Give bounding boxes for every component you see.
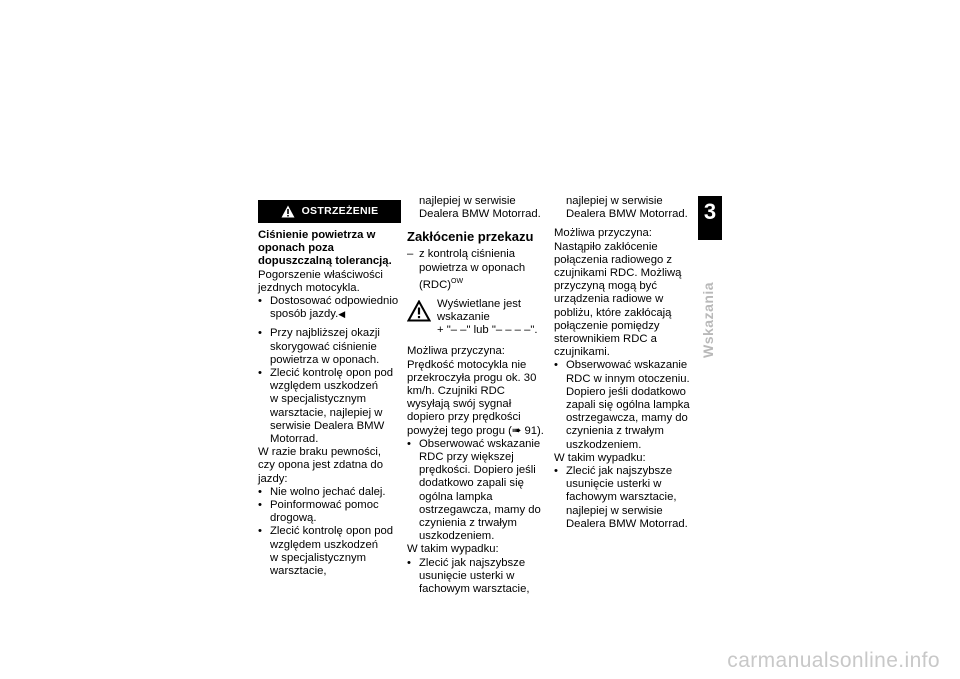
list-item: • Zlecić kontrolę opon pod względem uszkodzeń xyxy=(258,367,401,393)
list-item: • Nie wolno jechać dalej. xyxy=(258,486,401,499)
chapter-label: Wskazania xyxy=(700,281,716,358)
dash-item: – z kontrolą ciśnienia powietrza w oponach (RDC)$^{OW}$ xyxy=(407,248,547,291)
list-item: • Przy najbliższej okazji skorygować ciśnienie powietrza w oponach. xyxy=(258,327,401,367)
continued-text: najlepiej w serwisie Dealera BMW Motorrad. xyxy=(419,195,541,221)
cause-label: Możliwa przyczyna: xyxy=(554,227,652,240)
list-item: • Dostosować odpowiednio sposób jazdy.◀ xyxy=(258,295,401,321)
list-item: • Obserwować wskazanie RDC przy większej prędkości. Dopiero jeśli dodatkowo zapali się ogólna lampka ostrzegawcza, mamy do czynienia z trwałym uszkodzeniem. xyxy=(407,438,547,544)
column-2 xyxy=(407,195,547,596)
column-3 xyxy=(554,195,694,531)
list-item: • Poinformować pomoc drogową. xyxy=(258,499,401,525)
option-sup: OW xyxy=(451,277,464,285)
page-number: 37 xyxy=(703,225,717,237)
case-label: W takim wypadku: xyxy=(407,543,499,556)
watermark: carmanualsonline.info xyxy=(727,649,940,672)
warning-triangle-icon xyxy=(281,205,295,218)
warning-heading: Ciśnienie powietrza w oponach poza dopuszczalną tolerancją. xyxy=(258,229,392,268)
column-1 xyxy=(258,200,401,578)
lamp-indicator-block xyxy=(407,298,547,338)
list-item: • Zlecić jak najszybsze usunięcie usterki w fachowym warsztacie, najlepiej w serwisie Dealera BMW Motorrad. xyxy=(554,465,694,531)
list-item: • Zlecić jak najszybsze usunięcie usterki w fachowym warsztacie, xyxy=(407,557,547,597)
case-label: W takim wypadku: xyxy=(554,451,646,464)
general-warning-lamp-icon xyxy=(407,300,431,322)
cause-text: Prędkość motocykla nie przekroczyła progu ok. 30 km/h. Czujniki RDC wysyłają swój sygnał dopiero przy prędkości powyżej tego progu (➠ 91). xyxy=(407,358,544,437)
continued-text: najlepiej w serwisie Dealera BMW Motorrad. xyxy=(566,195,688,221)
cause-label: Możliwa przyczyna: xyxy=(407,345,505,358)
warning-intro: Pogorszenie właściwości jezdnych motocykla. xyxy=(258,268,383,294)
lamp-text: Wyświetlane jest wskazanie + "– –" lub "– – – –". xyxy=(437,297,538,337)
cause-text: Nastąpiło zakłócenie połączenia radiowego z czujnikami RDC. Możliwą przyczyną mogą być urządzenia radiowe w pobliżu, które zakłócają połączenie pomiędzy sterownikiem RDC a czujnikami. xyxy=(554,240,682,359)
chapter-number: 3 xyxy=(703,199,717,224)
list-item: • Zlecić kontrolę opon pod względem uszkodzeń xyxy=(258,525,401,551)
list-item-continuation: w specjalistycznym warsztacie, najlepiej w serwisie Dealera BMW Motorrad. xyxy=(270,393,385,446)
section-title: Zakłócenie przekazu xyxy=(407,229,534,245)
unsure-text: W razie braku pewności, czy opona jest zdatna do jazdy: xyxy=(258,446,383,485)
warning-header xyxy=(258,200,401,223)
end-mark-icon: ◀ xyxy=(338,309,346,320)
list-item: • Obserwować wskazanie RDC w innym otoczeniu. Dopiero jeśli dodatkowo zapali się ogólna lampka ostrzegawcza, mamy do czynienia z trwałym uszkodzeniem. xyxy=(554,359,694,451)
warning-title: OSTRZEŻENIE xyxy=(301,204,379,217)
list-item-continuation: w specjalistycznym warsztacie, xyxy=(270,551,367,578)
